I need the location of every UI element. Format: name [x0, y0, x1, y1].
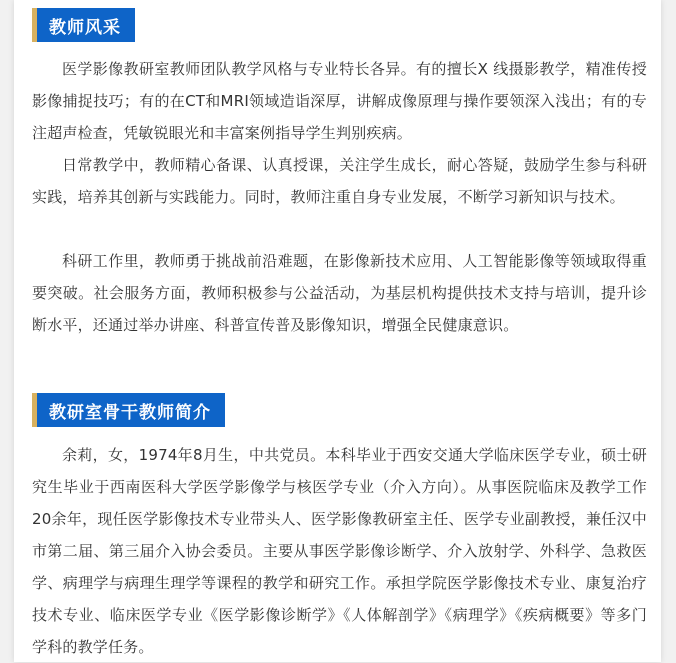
section-title: 教研室骨干教师简介	[49, 402, 211, 423]
section-header-teacher-style	[32, 8, 135, 42]
paragraph: 余莉，女，1974年8月生，中共党员。本科毕业于西安交通大学临床医学专业，硕士研究生毕业于西南医科大学医学影像学与核医学专业（介入方向）。从事医院临床及教学工作20余年，现任医学影像技术专业带头人、医学影像教研室主任、医学专业副教授，兼任汉中市第二届、第三届介入协会委员。主要从事医学影像诊断学、介入放射学、外科学、急救医学、病理学与病理生理学等课程的教学和研究工作。承担学院医学影像技术专业、康复治疗技术专业、临床医学专业《医学影像诊断学》《人体解剖学》《病理学》《疾病概要》等多门学科的教学任务。	[32, 446, 647, 656]
paragraph: 科研工作里，教师勇于挑战前沿难题，在影像新技术应用、人工智能影像等领域取得重要突破。社会服务方面，教师积极参与公益活动，为基层机构提供技术支持与培训，提升诊断水平，还通过举办讲座、科普宣传普及影像知识，增强全民健康意识。	[32, 252, 647, 334]
article-page	[14, 0, 661, 662]
section-header-key-teachers	[32, 393, 225, 427]
paragraph: 医学影像教研室教师团队教学风格与专业特长各异。有的擅长X 线摄影教学，精准传授影像捕捉技巧；有的在CT和MRI领域造诣深厚，讲解成像原理与操作要领深入浅出；有的专注超声检查，凭敏锐眼光和丰富案例指导学生判别疾病。	[32, 60, 647, 142]
paragraph: 日常教学中，教师精心备课、认真授课，关注学生成长，耐心答疑，鼓励学生参与科研实践，培养其创新与实践能力。同时，教师注重自身专业发展，不断学习新知识与技术。	[32, 156, 647, 206]
section-title: 教师风采	[49, 17, 121, 38]
